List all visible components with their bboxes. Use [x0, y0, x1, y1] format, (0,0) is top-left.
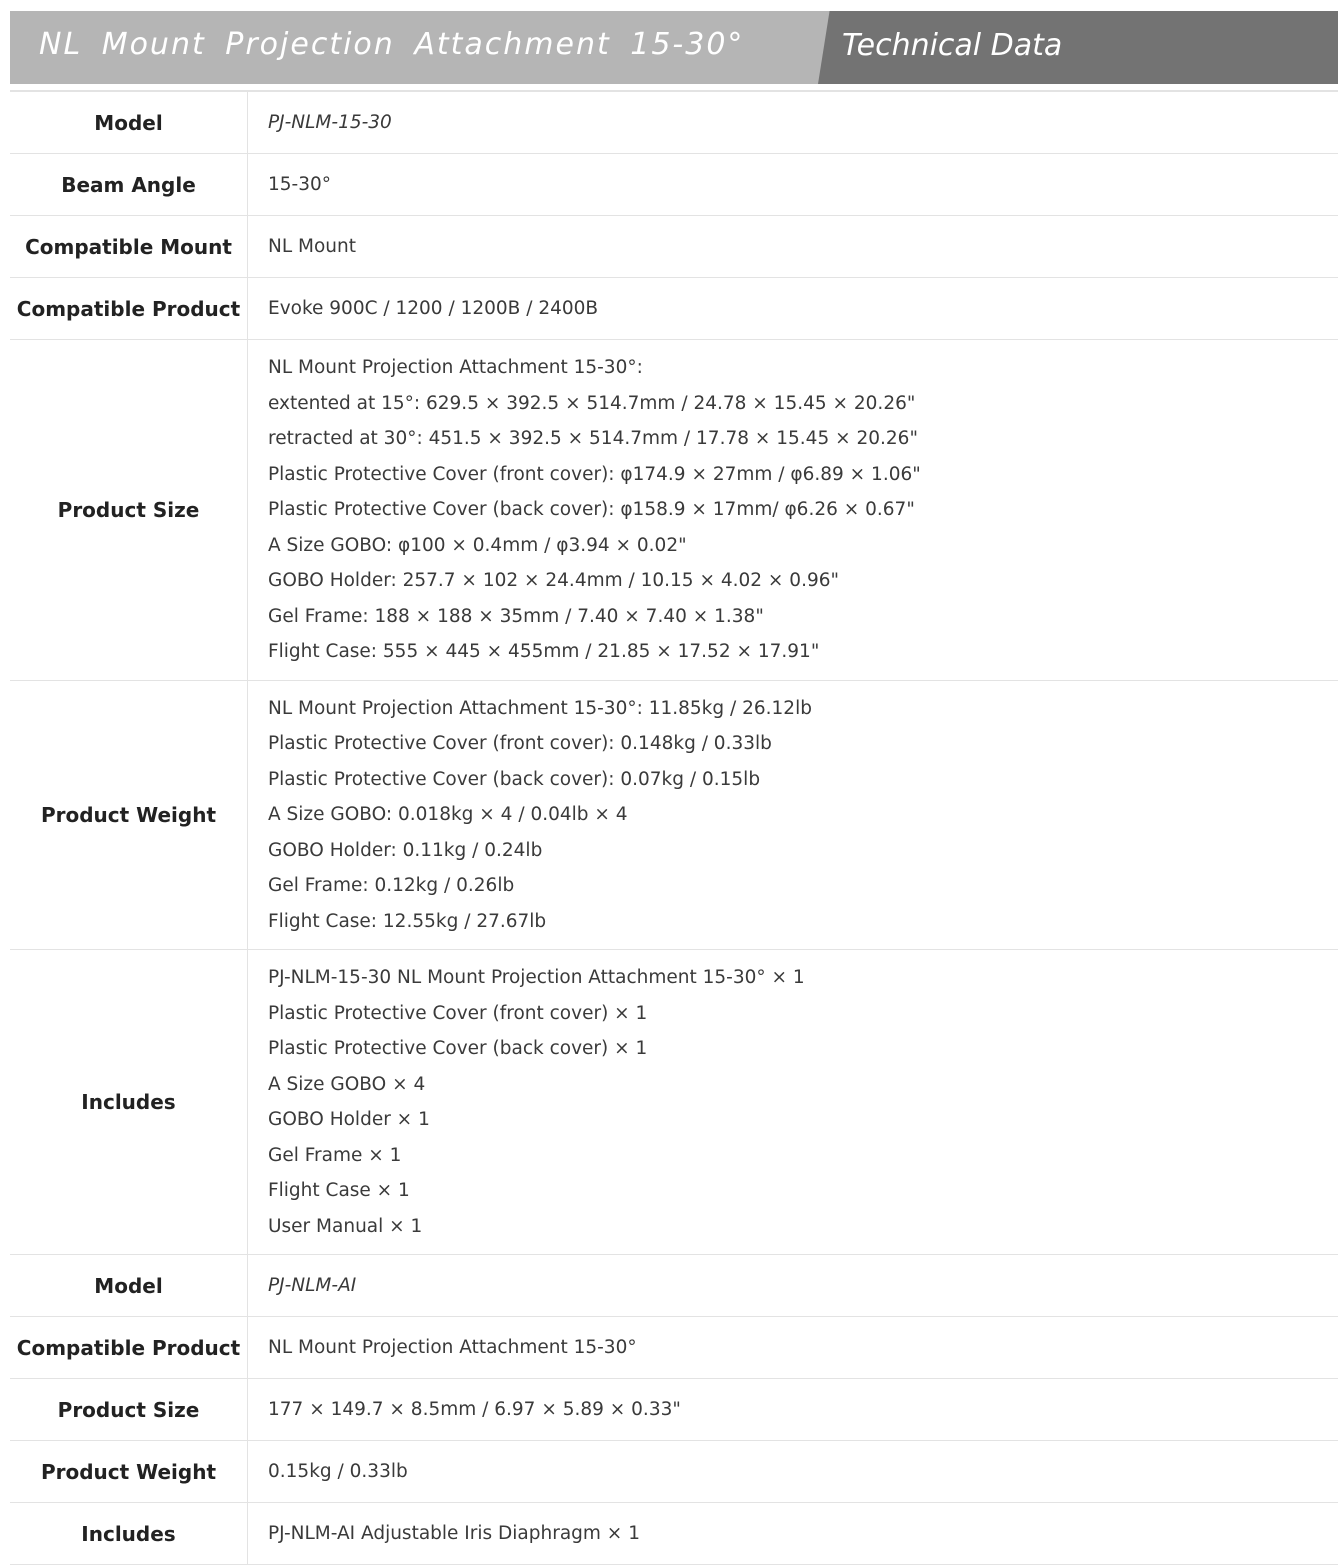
spec-row [10, 1503, 1338, 1565]
spec-row [10, 1255, 1338, 1317]
spec-value-line: Flight Case × 1 [268, 1180, 410, 1201]
spec-value-line: extented at 15°: 629.5 × 392.5 × 514.7mm / 24.78 × 15.45 × 20.26" [268, 392, 916, 414]
spec-label: Model [10, 92, 248, 153]
spec-label: Product Size [10, 1379, 248, 1440]
spec-label: Model [10, 1255, 248, 1316]
spec-value-line: NL Mount Projection Attachment 15-30°: [268, 357, 643, 378]
spec-row [10, 154, 1338, 216]
spec-row [10, 950, 1338, 1255]
spec-value-line: Plastic Protective Cover (front cover) × 1 [268, 1002, 648, 1024]
spec-row [10, 278, 1338, 340]
spec-value [248, 1379, 1338, 1440]
spec-value-line: Flight Case: 555 × 445 × 455mm / 21.85 × 17.52 × 17.91" [268, 641, 820, 662]
spec-value [248, 681, 1338, 950]
spec-value-line: NL Mount Projection Attachment 15-30° [268, 1336, 637, 1358]
spec-value-line: 177 × 149.7 × 8.5mm / 6.97 × 5.89 × 0.33" [268, 1398, 681, 1420]
spec-value-line: Gel Frame × 1 [268, 1144, 402, 1166]
spec-row [10, 216, 1338, 278]
spec-value [248, 154, 1338, 215]
spec-value-line: Plastic Protective Cover (front cover): 0.148kg / 0.33lb [268, 733, 772, 754]
spec-value-line: Plastic Protective Cover (back cover): 0.07kg / 0.15lb [268, 768, 761, 790]
spec-value [248, 1255, 1338, 1316]
spec-row [10, 1441, 1338, 1503]
spec-value [248, 1317, 1338, 1378]
spec-value-line: Plastic Protective Cover (back cover): φ158.9 × 17mm/ φ6.26 × 0.67" [268, 499, 915, 520]
spec-value [248, 950, 1338, 1254]
spec-value-line: NL Mount Projection Attachment 15-30°: 11.85kg / 26.12lb [268, 697, 812, 719]
spec-value-line: PJ-NLM-AI [268, 1274, 357, 1296]
spec-value-line: PJ-NLM-15-30 NL Mount Projection Attachment 15-30° × 1 [268, 967, 805, 988]
spec-value-line: GOBO Holder: 0.11kg / 0.24lb [268, 839, 543, 861]
page-title: NL Mount Projection Attachment 15-30° [39, 27, 745, 62]
spec-value-line: NL Mount [268, 235, 357, 257]
spec-value-line: Gel Frame: 188 × 188 × 35mm / 7.40 × 7.40 × 1.38" [268, 605, 764, 627]
spec-label: Compatible Product [10, 278, 248, 339]
spec-value-line: Flight Case: 12.55kg / 27.67lb [268, 910, 547, 932]
spec-value-line: Plastic Protective Cover (back cover) × 1 [268, 1038, 648, 1059]
spec-row [10, 1379, 1338, 1441]
spec-label: Beam Angle [10, 154, 248, 215]
spec-value [248, 216, 1338, 277]
spec-value-line: PJ-NLM-15-30 [268, 111, 392, 133]
spec-value [248, 1503, 1338, 1564]
spec-value [248, 92, 1338, 153]
spec-row [10, 681, 1338, 951]
spec-value-line: Plastic Protective Cover (front cover): φ174.9 × 27mm / φ6.89 × 1.06" [268, 463, 921, 485]
spec-row [10, 1317, 1338, 1379]
spec-row [10, 340, 1338, 681]
spec-label: Includes [10, 950, 248, 1254]
spec-value-line: retracted at 30°: 451.5 × 392.5 × 514.7mm / 17.78 × 15.45 × 20.26" [268, 428, 918, 449]
spec-label: Product Size [10, 340, 248, 680]
spec-value-line: 15-30° [268, 173, 332, 195]
spec-value-line: PJ-NLM-AI Adjustable Iris Diaphragm × 1 [268, 1522, 640, 1544]
spec-value-line: A Size GOBO × 4 [268, 1073, 426, 1095]
spec-value-line: A Size GOBO: φ100 × 0.4mm / φ3.94 × 0.02" [268, 534, 687, 556]
spec-value-line: Evoke 900C / 1200 / 1200B / 2400B [268, 297, 599, 319]
spec-value [248, 1441, 1338, 1502]
spec-value-line: Gel Frame: 0.12kg / 0.26lb [268, 875, 515, 896]
section-title: Technical Data [842, 28, 1063, 63]
spec-label: Includes [10, 1503, 248, 1564]
header-banner [10, 11, 1338, 84]
spec-value-line: GOBO Holder: 257.7 × 102 × 24.4mm / 10.15 × 4.02 × 0.96" [268, 570, 839, 591]
spec-value [248, 278, 1338, 339]
spec-value-line: 0.15kg / 0.33lb [268, 1460, 408, 1482]
spec-label: Compatible Mount [10, 216, 248, 277]
spec-label: Product Weight [10, 681, 248, 950]
spec-label: Product Weight [10, 1441, 248, 1502]
spec-value-line: A Size GOBO: 0.018kg × 4 / 0.04lb × 4 [268, 804, 628, 825]
spec-row [10, 92, 1338, 154]
spec-table [10, 90, 1338, 1565]
spec-label: Compatible Product [10, 1317, 248, 1378]
spec-value-line: User Manual × 1 [268, 1215, 423, 1237]
spec-value [248, 340, 1338, 680]
spec-value-line: GOBO Holder × 1 [268, 1109, 430, 1130]
